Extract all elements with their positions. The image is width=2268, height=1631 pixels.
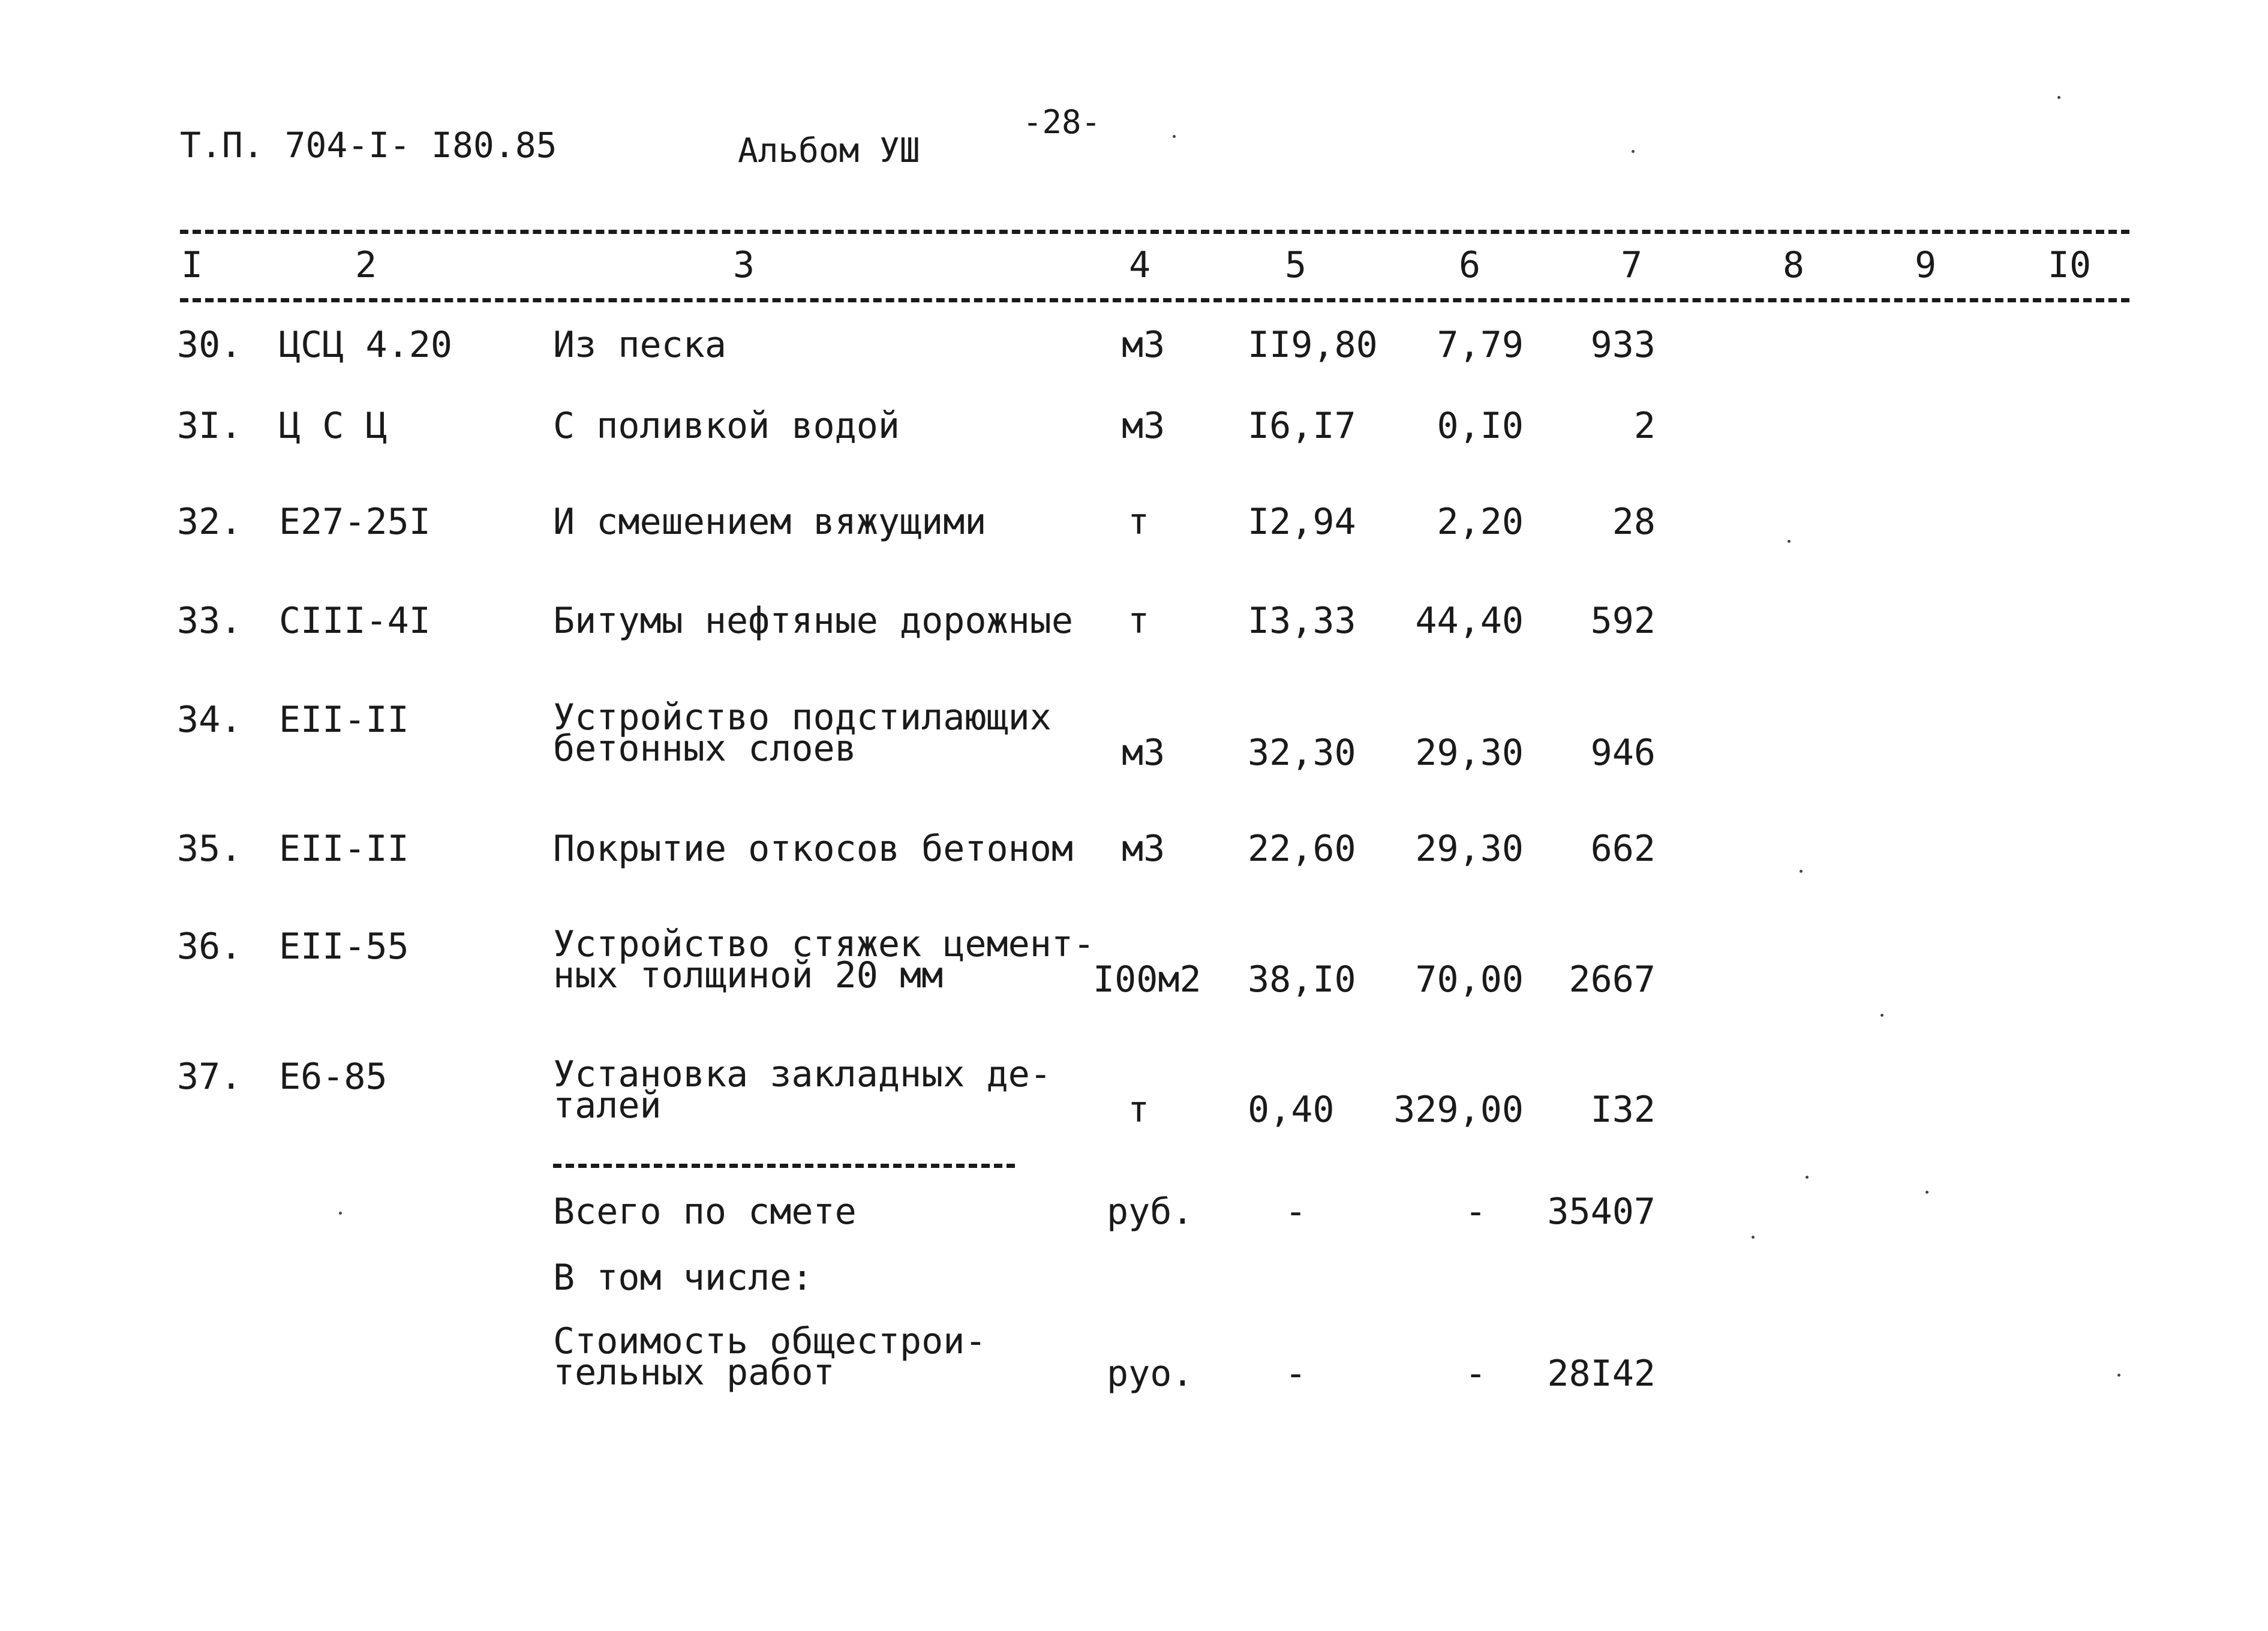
totals-unit: руо. [1107, 1353, 1194, 1395]
row-total: 946 [1590, 732, 1656, 774]
row-name: С поливкой водой [553, 405, 900, 447]
totals-name: Всего по смете [553, 1191, 857, 1233]
scan-speck [1806, 1176, 1809, 1179]
row-total: 662 [1590, 828, 1656, 870]
row-qty: 22,60 [1248, 828, 1356, 870]
row-code: Е6-85 [279, 1056, 387, 1098]
totals-name: Стоимость общестрои- тельных работ [553, 1320, 987, 1393]
subtotal-rule [553, 1164, 1015, 1168]
row-price: 7,79 [1437, 324, 1524, 366]
scan-speck [1925, 1191, 1928, 1194]
document-code: Т.П. 704-I- I80.85 [180, 125, 557, 166]
col-head-7: 7 [1620, 244, 1643, 286]
row-price: 29,30 [1415, 732, 1524, 774]
scan-speck [1788, 540, 1791, 543]
row-unit: м3 [1122, 324, 1165, 366]
row-qty: 32,30 [1248, 732, 1356, 774]
row-total: 933 [1590, 324, 1656, 366]
row-number: 36. [177, 926, 242, 968]
row-code: Е27-25I [279, 501, 431, 543]
row-code: ЕII-II [279, 699, 409, 741]
row-unit: т [1128, 600, 1150, 642]
scan-speck [1800, 870, 1803, 873]
row-qty: I6,I7 [1248, 405, 1356, 447]
scan-speck [1632, 150, 1635, 153]
row-price: 70,00 [1415, 959, 1524, 1001]
row-total: I32 [1590, 1089, 1656, 1131]
row-unit: т [1128, 501, 1150, 543]
row-number: 32. [177, 501, 242, 543]
header-rule-bottom [180, 298, 2129, 302]
row-unit: I00м2 [1093, 959, 1201, 1001]
row-name: Установка закладных де- талей [553, 1053, 1052, 1127]
row-price: 29,30 [1415, 828, 1524, 870]
col-head-6: 6 [1458, 244, 1481, 286]
totals-name: В том числе: [553, 1257, 813, 1299]
col-head-5: 5 [1284, 244, 1307, 286]
row-qty: I2,94 [1248, 501, 1356, 543]
row-name: Устройство подстилающих бетонных слоев [553, 696, 1052, 770]
header-rule-top [180, 230, 2129, 234]
row-code: Ц С Ц [279, 405, 387, 447]
row-unit: м3 [1122, 732, 1165, 774]
row-unit: м3 [1122, 828, 1165, 870]
col-head-4: 4 [1128, 244, 1151, 286]
row-name: Устройство стяжек цемент- ных толщиной 20 мм [553, 923, 1095, 996]
row-qty: 38,I0 [1248, 959, 1356, 1001]
scan-speck [1881, 1014, 1884, 1017]
col-head-2: 2 [355, 244, 377, 286]
album-label: Альбом УШ [738, 131, 920, 170]
totals-total: 35407 [1547, 1191, 1656, 1233]
totals-qty: - [1284, 1191, 1307, 1233]
row-unit: м3 [1122, 405, 1165, 447]
row-number: 33. [177, 600, 242, 642]
row-total: 28 [1612, 501, 1656, 543]
row-price: 329,00 [1393, 1089, 1524, 1131]
row-total: 2667 [1569, 959, 1656, 1001]
row-qty: I3,33 [1248, 600, 1356, 642]
row-price: 44,40 [1415, 600, 1524, 642]
row-number: 3I. [177, 405, 242, 447]
totals-price: - [1464, 1353, 1487, 1395]
row-code: ЕII-II [279, 828, 409, 870]
row-code: ЕII-55 [279, 926, 409, 968]
totals-qty: - [1284, 1353, 1307, 1395]
page-number: -28- [1023, 103, 1101, 141]
row-unit: т [1128, 1089, 1150, 1131]
totals-unit: руб. [1107, 1191, 1194, 1233]
scan-speck [2057, 96, 2060, 99]
row-code: ЦСЦ 4.20 [279, 324, 452, 366]
row-name: Битумы нефтяные дорожные [553, 600, 1073, 642]
row-code: СIII-4I [279, 600, 431, 642]
row-number: 35. [177, 828, 242, 870]
scan-speck [2117, 1374, 2120, 1377]
row-number: 37. [177, 1056, 242, 1098]
totals-total: 28I42 [1547, 1353, 1656, 1395]
scan-speck [339, 1212, 342, 1215]
row-qty: II9,80 [1248, 324, 1378, 366]
row-total: 2 [1633, 405, 1656, 447]
col-head-10: I0 [2047, 244, 2092, 286]
col-head-9: 9 [1914, 244, 1937, 286]
row-qty: 0,40 [1248, 1089, 1335, 1131]
col-head-3: 3 [732, 244, 755, 286]
scan-speck [1173, 135, 1176, 138]
totals-price: - [1464, 1191, 1487, 1233]
row-number: 34. [177, 699, 242, 741]
scan-speck [1752, 1236, 1755, 1239]
row-number: 30. [177, 324, 242, 366]
row-name: И смешением вяжущими [553, 501, 987, 543]
row-name: Покрытие откосов бетоном [553, 828, 1073, 870]
row-total: 592 [1590, 600, 1656, 642]
row-name: Из песка [553, 324, 726, 366]
row-price: 2,20 [1437, 501, 1524, 543]
row-price: 0,I0 [1437, 405, 1524, 447]
col-head-8: 8 [1782, 244, 1805, 286]
col-head-1: I [181, 244, 203, 286]
